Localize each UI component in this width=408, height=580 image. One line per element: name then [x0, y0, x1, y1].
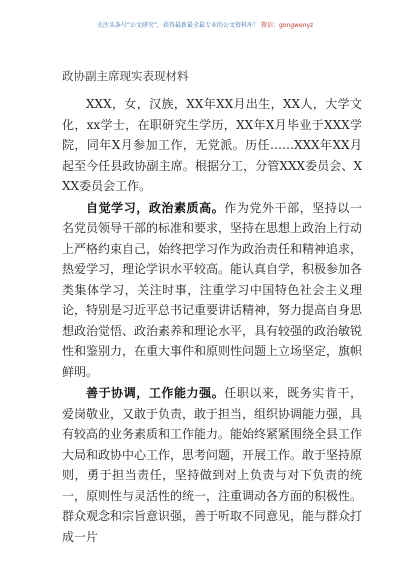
document-body: [62, 94, 362, 548]
header-banner: [50, 20, 360, 32]
paragraph-lead: 善于协调，工作能力强。: [86, 386, 225, 400]
document-title: 政协副主席现实表现材料: [62, 69, 189, 83]
banner-contact: 微信：gongwenyz: [260, 22, 314, 29]
paragraph-basic-info: [62, 94, 362, 197]
paragraph-text: 任职以来，既务实肯干，爱岗敬业，又敢于负责，敢于担当，组织协调能力强，具有较高的业务素质和工作能力。能始终紧紧围绕全县工作大局和政协中心工作，思考问题，开展工作。敢于坚持原则，勇于担当责任，坚持做到对上负责与对下负责的统一，原则性与灵活性的统一，注重调动各方面的积极性。群众观念和宗旨意识强，善于听取不同意见，能与群众打成一片: [62, 386, 363, 544]
paragraph-text: XXX，女，汉族，XX年XX月出生，XX人，大学文化，xx学士，在职研究生学历，XX年X月毕业于XXX学院，同年X月参加工作，无党派。历任……XXX年XX月起至今任县政协副主席。根据分工，分管XXX委员会、XXX委员会工作。: [62, 97, 362, 193]
paragraph-lead: 自觉学习，政治素质高。: [86, 200, 225, 215]
banner-text: 关注头条号“公文研究”，获得最新最全最专业的公文资料库！: [96, 22, 261, 29]
paragraph-coordination: [62, 383, 362, 547]
paragraph-study: [62, 198, 362, 383]
paragraph-text: 作为党外干部，坚持以一名党员领导干部的标准和要求，坚持在思想上政治上行动上严格约束自己，始终把学习作为政治责任和精神追求，热爱学习，理论学识水平较高。能认真自学，积极参加各类集体学习，关注时事，注重学习中国特色社会主义理论，特别是习近平总书记重要讲话精神，努力提高自身思想政治觉悟、政治素养和理论水平，具有较强的政治敏锐性和鉴别力，在重大事件和原则性问题上立场坚定，旗帜鲜明。: [62, 200, 363, 379]
